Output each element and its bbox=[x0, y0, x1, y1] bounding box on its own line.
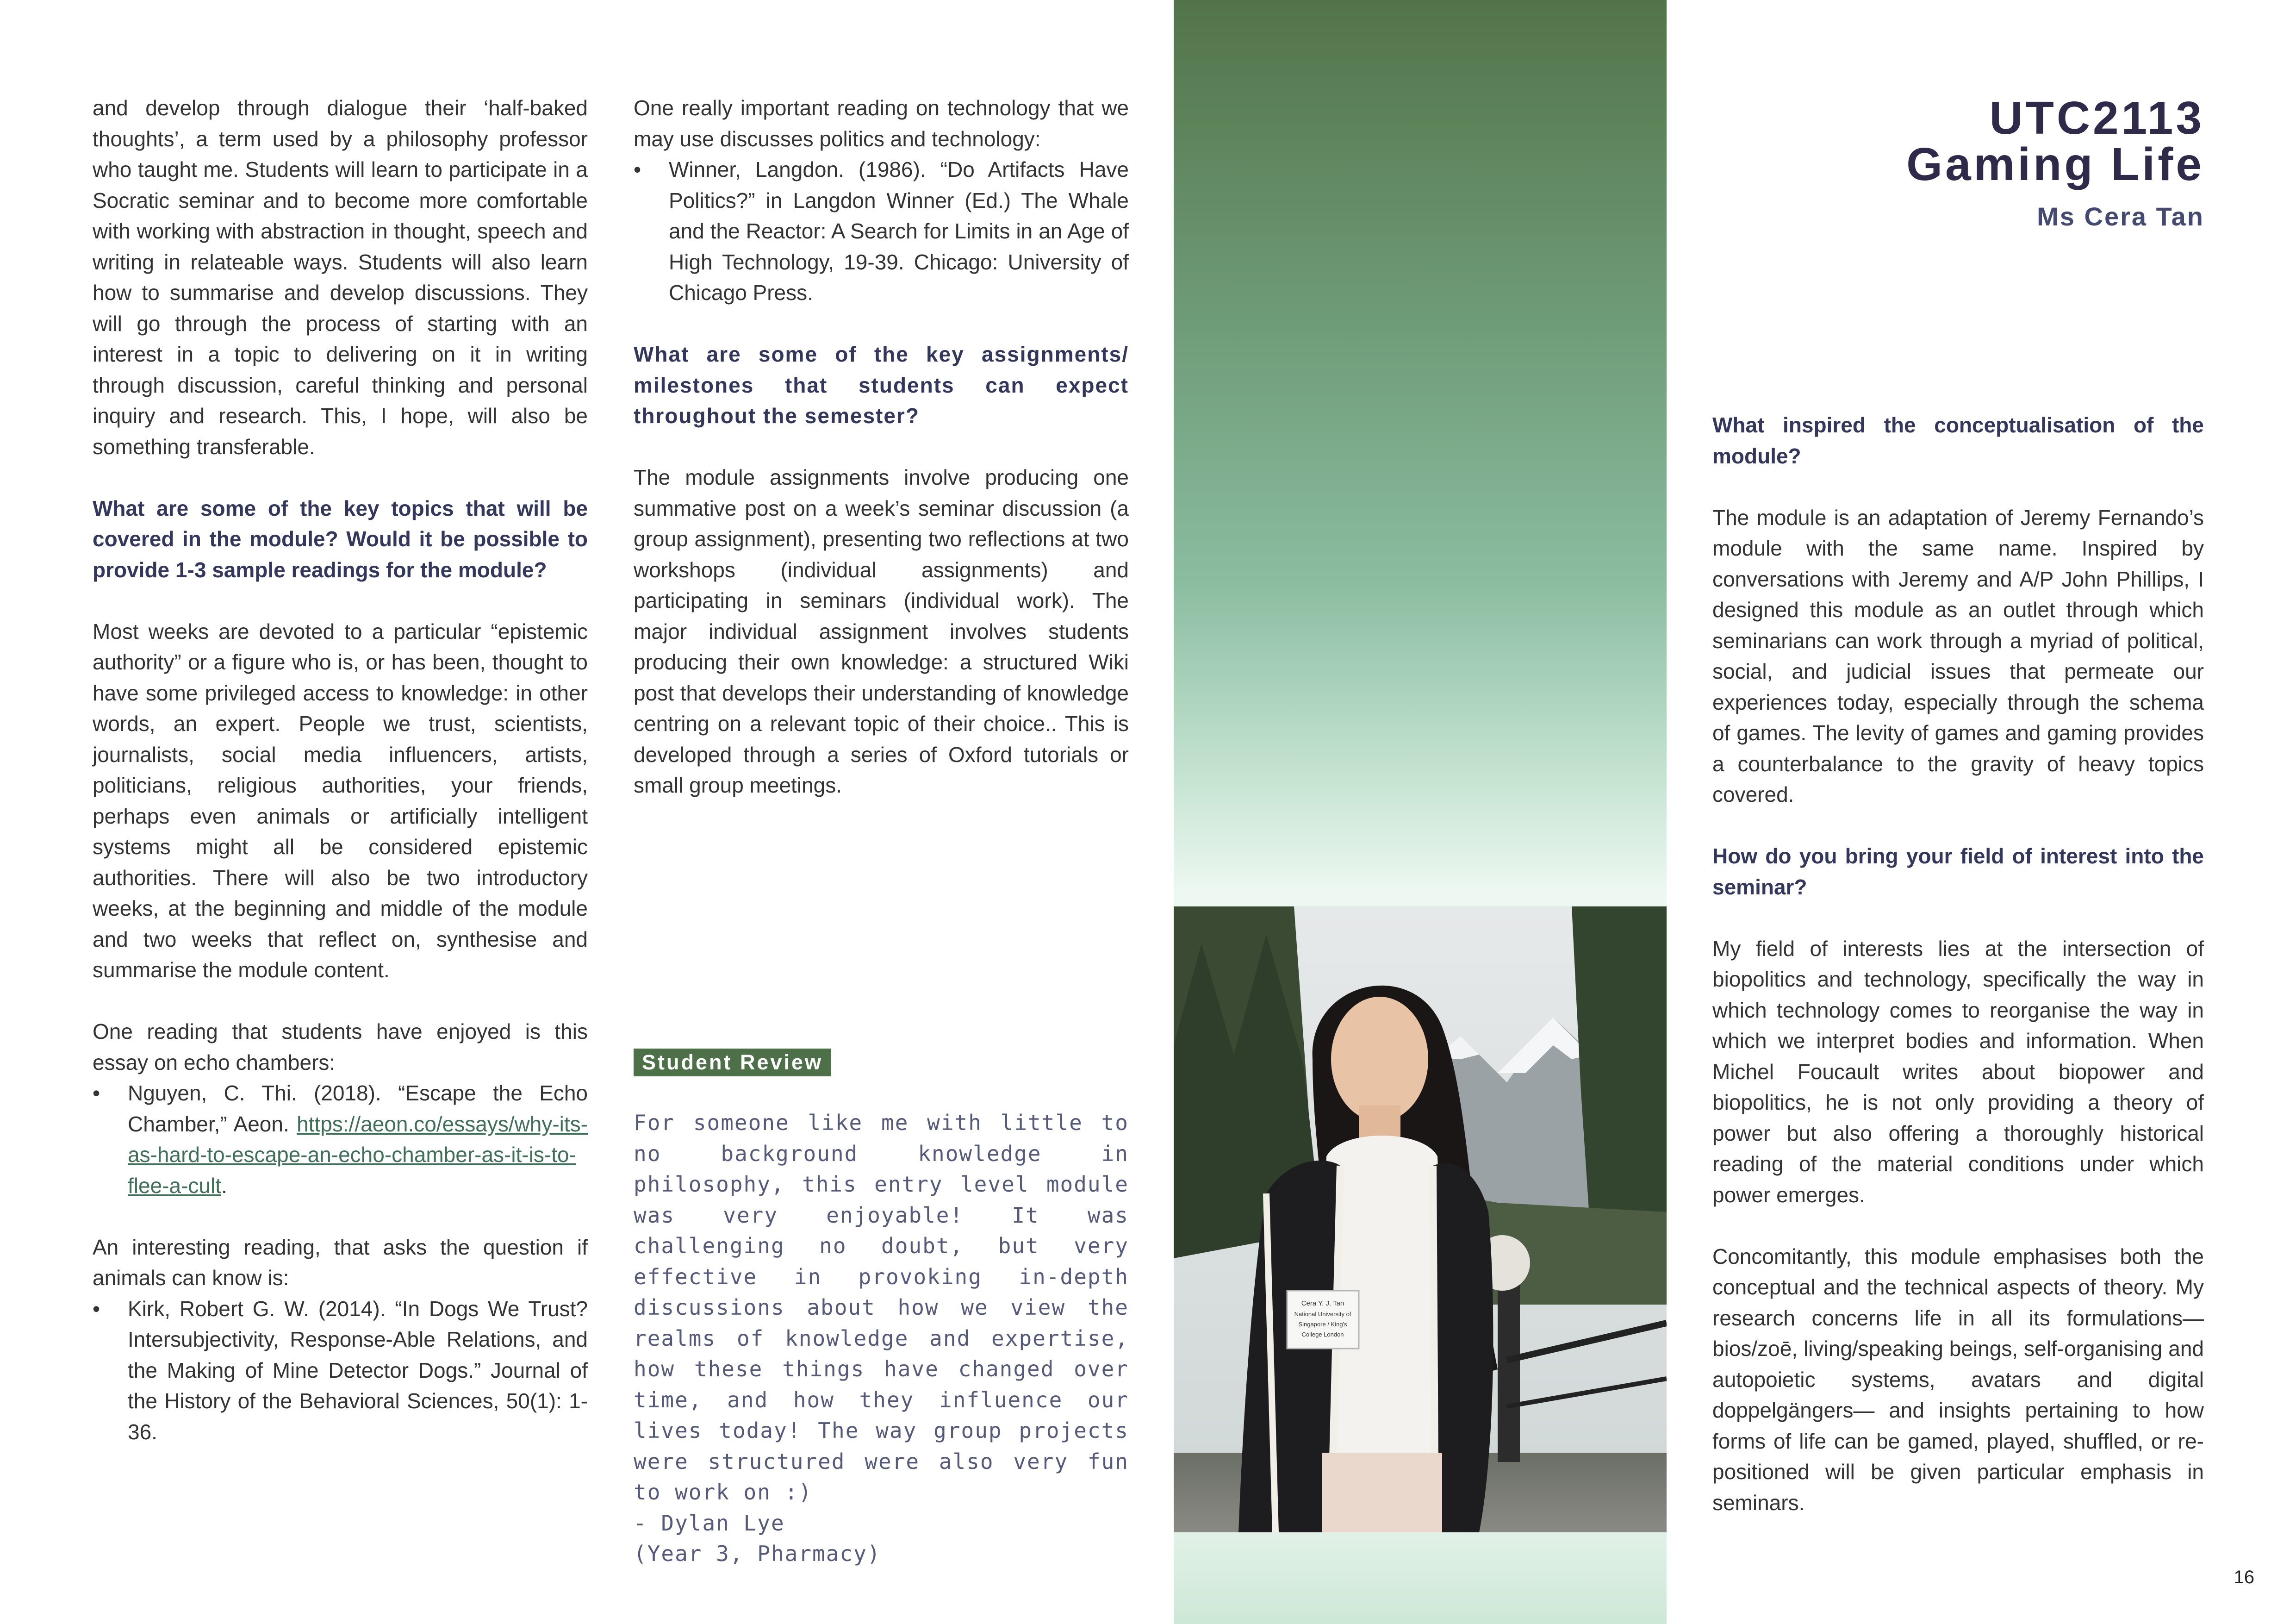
intro-paragraph: and develop through dialogue their ‘half-baked thoughts’, a term used by a philosophy professor who taught me. Students will learn to participate in a Socratic seminar and to become more comfortable with working with abstraction in thought, speech and writing in relateable ways. Students will also learn how to summarise and develop discussions. They will go through the process of starting with an interest in a topic to delivering on it in writing through discussion, careful thinking and personal inquiry and research. This, I hope, will also be something transferable. bbox=[93, 96, 588, 459]
review-year: (Year 3, Pharmacy) bbox=[634, 1541, 881, 1566]
reading1-citation: Nguyen, C. Thi. (2018). “Escape the Echo Chamber,” Aeon. bbox=[128, 1081, 588, 1136]
review-author: - Dylan Lye bbox=[634, 1510, 785, 1536]
column-1 bbox=[93, 93, 588, 1447]
lecturer-photo bbox=[1174, 906, 1667, 1532]
reading1-item bbox=[93, 1078, 588, 1201]
answer-inspiration: The module is an adaptation of Jeremy Fernando’s module with the same name. Inspired by conversations with Jeremy and A/P John Phillips, I designed this module as an outlet through which seminarians can work through a myriad of political, social, and judicial issues that permeate our experiences today, especially through the schema of games. The levity of games and gaming provides a counterbalance to the gravity of heavy topics covered. bbox=[1712, 505, 2204, 806]
reading-tech-list bbox=[634, 154, 1129, 308]
reading-tech-intro: One really important reading on technology that we may use discusses politics and technology: bbox=[634, 96, 1129, 151]
column-4 bbox=[1712, 410, 2204, 1518]
answer-field-of-interest: My field of interests lies at the intersection of biopolitics and technology, specifically the way in which technology comes to reorganise the way in which we interpret bodies and information. When Michel Foucault writes about biopower and biopolitics, he is not only providing a theory of power but also offering a thoroughly historical reading of the material conditions under which power emerges. bbox=[1712, 936, 2204, 1207]
lecturer-name: Ms Cera Tan bbox=[2037, 202, 2204, 231]
question-assignments: What are some of the key assignments/ milestones that students can expect throughout the semester? bbox=[634, 342, 1129, 428]
badge-line-3: Singapore / King's bbox=[1298, 1321, 1347, 1328]
review-text: For someone like me with little to no background knowledge in philosophy, this entry level module was very enjoyable! It was challenging no doubt, but very effective in provoking in-depth discussions about how we view the realms of knowledge and expertise, how these things have changed over time, and how they influence our lives today! The way group projects were structured were also very fun to work on :) bbox=[634, 1110, 1129, 1505]
answer-assignments: The module assignments involve producing one summative post on a week’s seminar discussion (a group assignment), presenting two reflections at two workshops (individual assignments) and participating in seminars (individual work). The major individual assignment involves students producing their own knowledge: a structured Wiki post that develops their understanding of knowledge centring on a relevant topic of their choice.. This is developed through a series of Oxford tutorials or small group meetings. bbox=[634, 465, 1129, 797]
page-number: 16 bbox=[2234, 1567, 2254, 1587]
badge-line-2: National University of bbox=[1294, 1311, 1351, 1318]
badge-line-4: College London bbox=[1301, 1331, 1344, 1338]
reading2-intro: An interesting reading, that asks the question if animals can know is: bbox=[93, 1235, 588, 1290]
module-name: Gaming Life bbox=[1906, 138, 2204, 190]
badge-line-1: Cera Y. J. Tan bbox=[1301, 1299, 1344, 1307]
reading-tech-item: • Winner, Langdon. (1986). “Do Artifacts Have Politics?” in Langdon Winner (Ed.) The Whale and the Reactor: A Search for Limits in an Age of High Technology, 19-39. Chicago: University of Chicago Press. bbox=[634, 154, 1129, 308]
student-review-label: Student Review bbox=[634, 1049, 831, 1076]
answer-concomitantly: Concomitantly, this module emphasises both the conceptual and the technical aspects of theory. My research concerns life in all its formulations—bios/zoē, living/speaking beings, self-organising and autopoietic systems, avatars and digital doppelgängers— and insights pertaining to how forms of life can be gamed, played, shuffled, or re-positioned will be given particular emphasis in seminars. bbox=[1712, 1244, 2204, 1515]
question-key-topics: What are some of the key topics that will be covered in the module? Would it be possible to provide 1-3 sample readings for the module? bbox=[93, 496, 588, 582]
reading2-item: • Kirk, Robert G. W. (2014). “In Dogs We Trust? Intersubjectivity, Response-Able Relations, and the Making of Mine Detector Dogs.” Journal of the History of the Behavioral Sciences, 50(1): 1-36. bbox=[93, 1293, 588, 1448]
reading1-link[interactable]: https://aeon.co/essays/why-its-as-hard-to-escape-an-echo-chamber-as-it-is-to-flee-a-cult bbox=[128, 1112, 588, 1198]
module-title-block bbox=[1906, 92, 2204, 231]
column-2 bbox=[634, 93, 1129, 801]
student-review bbox=[634, 1107, 1129, 1569]
question-inspiration: What inspired the conceptualisation of the module? bbox=[1712, 413, 2204, 468]
reading1-list bbox=[93, 1078, 588, 1201]
reading1-intro: One reading that students have enjoyed is this essay on echo chambers: bbox=[93, 1019, 588, 1074]
answer-key-topics: Most weeks are devoted to a particular “epistemic authority” or a figure who is, or has been, thought to have some privileged access to knowledge: in other words, an expert. People we trust, scientists, journalists, social media influencers, artists, politicians, religious authorities, your friends, perhaps even animals or artificially intelligent systems might all be considered epistemic authorities. There will also be two introductory weeks, at the beginning and middle of the module and two weeks that reflect on, synthesise and summarise the module content. bbox=[93, 619, 588, 982]
reading2-list bbox=[93, 1293, 588, 1448]
module-code: UTC2113 bbox=[1989, 92, 2204, 144]
question-field-of-interest: How do you bring your field of interest into the seminar? bbox=[1712, 844, 2204, 899]
reading1-end: . bbox=[221, 1173, 227, 1198]
